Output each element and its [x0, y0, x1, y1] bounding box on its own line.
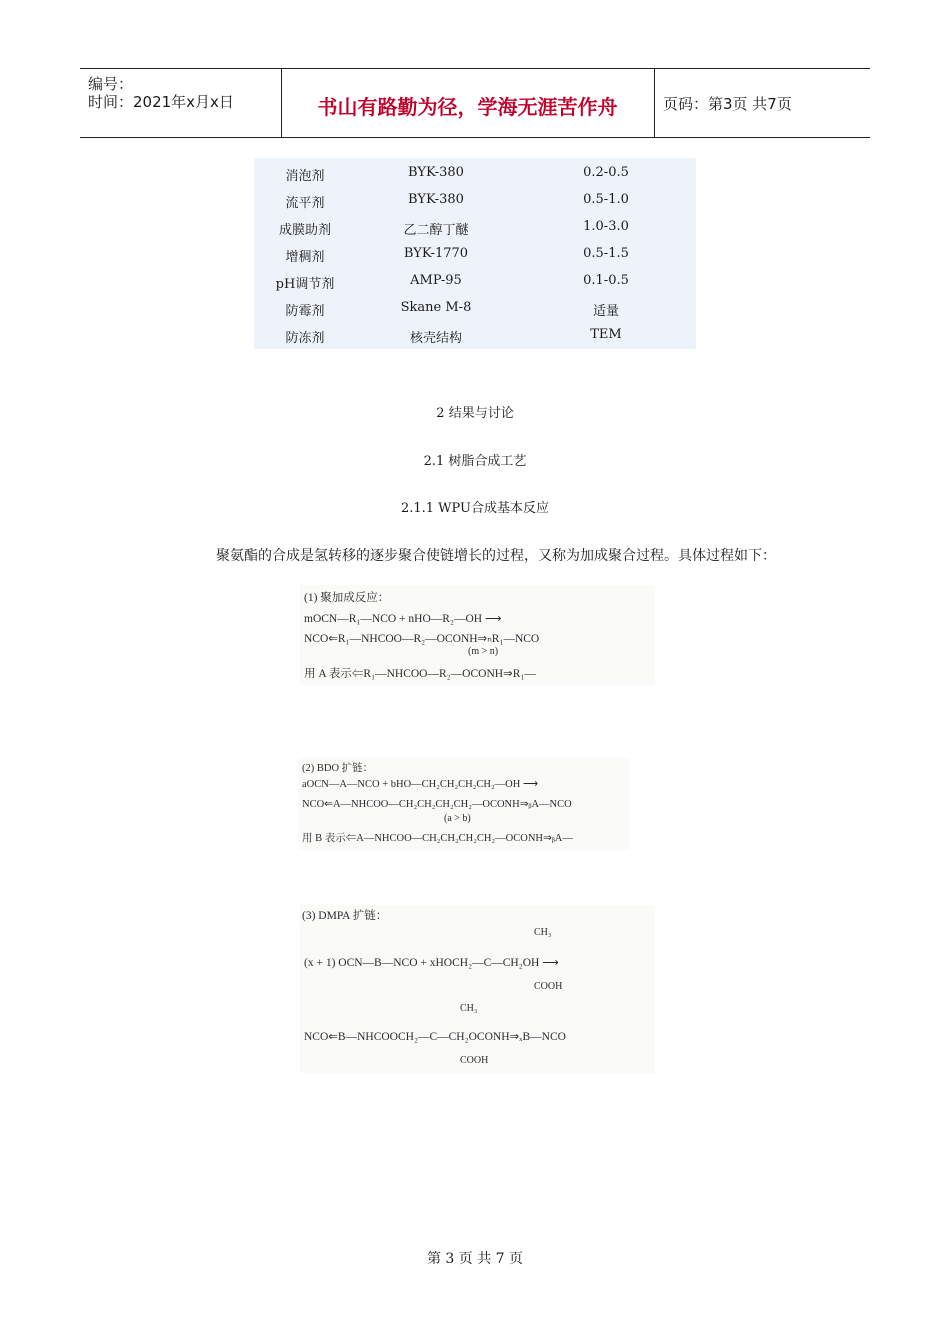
reaction-line: mOCN—R₁—NCO + nHO—R₂—OH ⟶ [304, 613, 502, 625]
additive-table [254, 158, 696, 349]
body-paragraph: 聚氨酯的合成是氢转移的逐步聚合使链增长的过程，又称为加成聚合过程。具体过程如下： [216, 548, 776, 564]
cell-amount: 0.1-0.5 [583, 273, 629, 288]
cell-product: BYK-1770 [403, 246, 469, 261]
cell-name: 成膜助剂 [278, 223, 331, 238]
page-number-label: 页码：第3页 共7页 [663, 95, 792, 113]
cell-name: 防冻剂 [285, 331, 325, 346]
reaction-line: NCO⇐A—NHCOO—CH₂CH₂CH₂CH₂—OCONH⇒ᵦA—NCO [302, 799, 572, 810]
section-heading-2-1: 2.1 树脂合成工艺 [423, 454, 527, 469]
reaction-title: (2) BDO 扩链： [302, 763, 374, 774]
methyl-group-mid: CH₃ [460, 1003, 478, 1014]
serial-label: 编号： [88, 75, 134, 93]
carboxyl-group: COOH [460, 1055, 489, 1066]
page-header [80, 68, 870, 138]
reaction-condition: (m > n) [468, 646, 499, 657]
carboxyl-group: COOH [534, 981, 563, 992]
table-row [254, 186, 696, 213]
cell-product: 核壳结构 [409, 331, 462, 346]
header-motto-cell [281, 69, 655, 137]
cell-amount: 1.0-3.0 [583, 219, 629, 234]
reaction-scheme-2 [298, 758, 630, 850]
cell-name: 流平剂 [285, 196, 325, 211]
cell-product: AMP-95 [410, 273, 462, 288]
cell-product: Skane M-8 [400, 300, 472, 315]
cell-name: 防霉剂 [285, 304, 325, 319]
date-label: 时间：2021年x月x日 [88, 93, 234, 111]
cell-product: BYK-380 [408, 192, 464, 207]
reaction-line: 用 A 表示⇐R₁—NHCOO—R₂—OCONH⇒R₁— [304, 668, 536, 680]
reaction-line: (x + 1) OCN—B—NCO + xHOCH₂—C—CH₂OH ⟶ [304, 957, 559, 969]
table-row [254, 294, 696, 321]
reaction-line: aOCN—A—NCO + bHO—CH₂CH₂CH₂CH₂—OH ⟶ [302, 779, 538, 790]
reaction-condition: (a > b) [444, 813, 471, 824]
table-row [254, 240, 696, 267]
header-meta-cell [80, 69, 282, 137]
cell-name: 增稠剂 [285, 250, 325, 265]
section-heading-2-1-1: 2.1.1 WPU合成基本反应 [400, 501, 550, 516]
header-page-cell [655, 69, 870, 137]
table-row [254, 321, 696, 348]
cell-amount: 0.5-1.0 [583, 192, 629, 207]
reaction-scheme-3 [300, 905, 655, 1073]
page-footer: 第 3 页 共 7 页 [426, 1251, 524, 1267]
section-heading-2: 2 结果与讨论 [436, 406, 514, 421]
table-row [254, 213, 696, 240]
reaction-title: (3) DMPA 扩链： [302, 910, 388, 922]
cell-amount: 适量 [592, 304, 619, 319]
motto-text: 书山有路勤为径，学海无涯苦作舟 [317, 95, 618, 119]
cell-product: 乙二醇丁醚 [403, 223, 469, 238]
table-row [254, 267, 696, 294]
methyl-group-top: CH₃ [534, 927, 552, 938]
cell-amount: 0.2-0.5 [583, 165, 629, 180]
reaction-line: 用 B 表示⇐A—NHCOO—CH₂CH₂CH₂CH₂—OCONH⇒ᵦA— [302, 833, 573, 844]
cell-name: pH调节剂 [275, 277, 335, 292]
reaction-line: NCO⇐R₁—NHCOO—R₂—OCONH⇒ₙR₁—NCO [304, 633, 540, 645]
table-row [254, 159, 696, 186]
reaction-line: NCO⇐B—NHCOOCH₂—C—CH₂OCONH⇒ₓB—NCO [304, 1031, 566, 1043]
cell-product: BYK-380 [408, 165, 464, 180]
reaction-scheme-1 [300, 585, 655, 685]
cell-amount: TEM [590, 327, 622, 342]
cell-amount: 0.5-1.5 [583, 246, 629, 261]
cell-name: 消泡剂 [285, 169, 325, 184]
reaction-title: (1) 聚加成反应： [304, 592, 390, 604]
